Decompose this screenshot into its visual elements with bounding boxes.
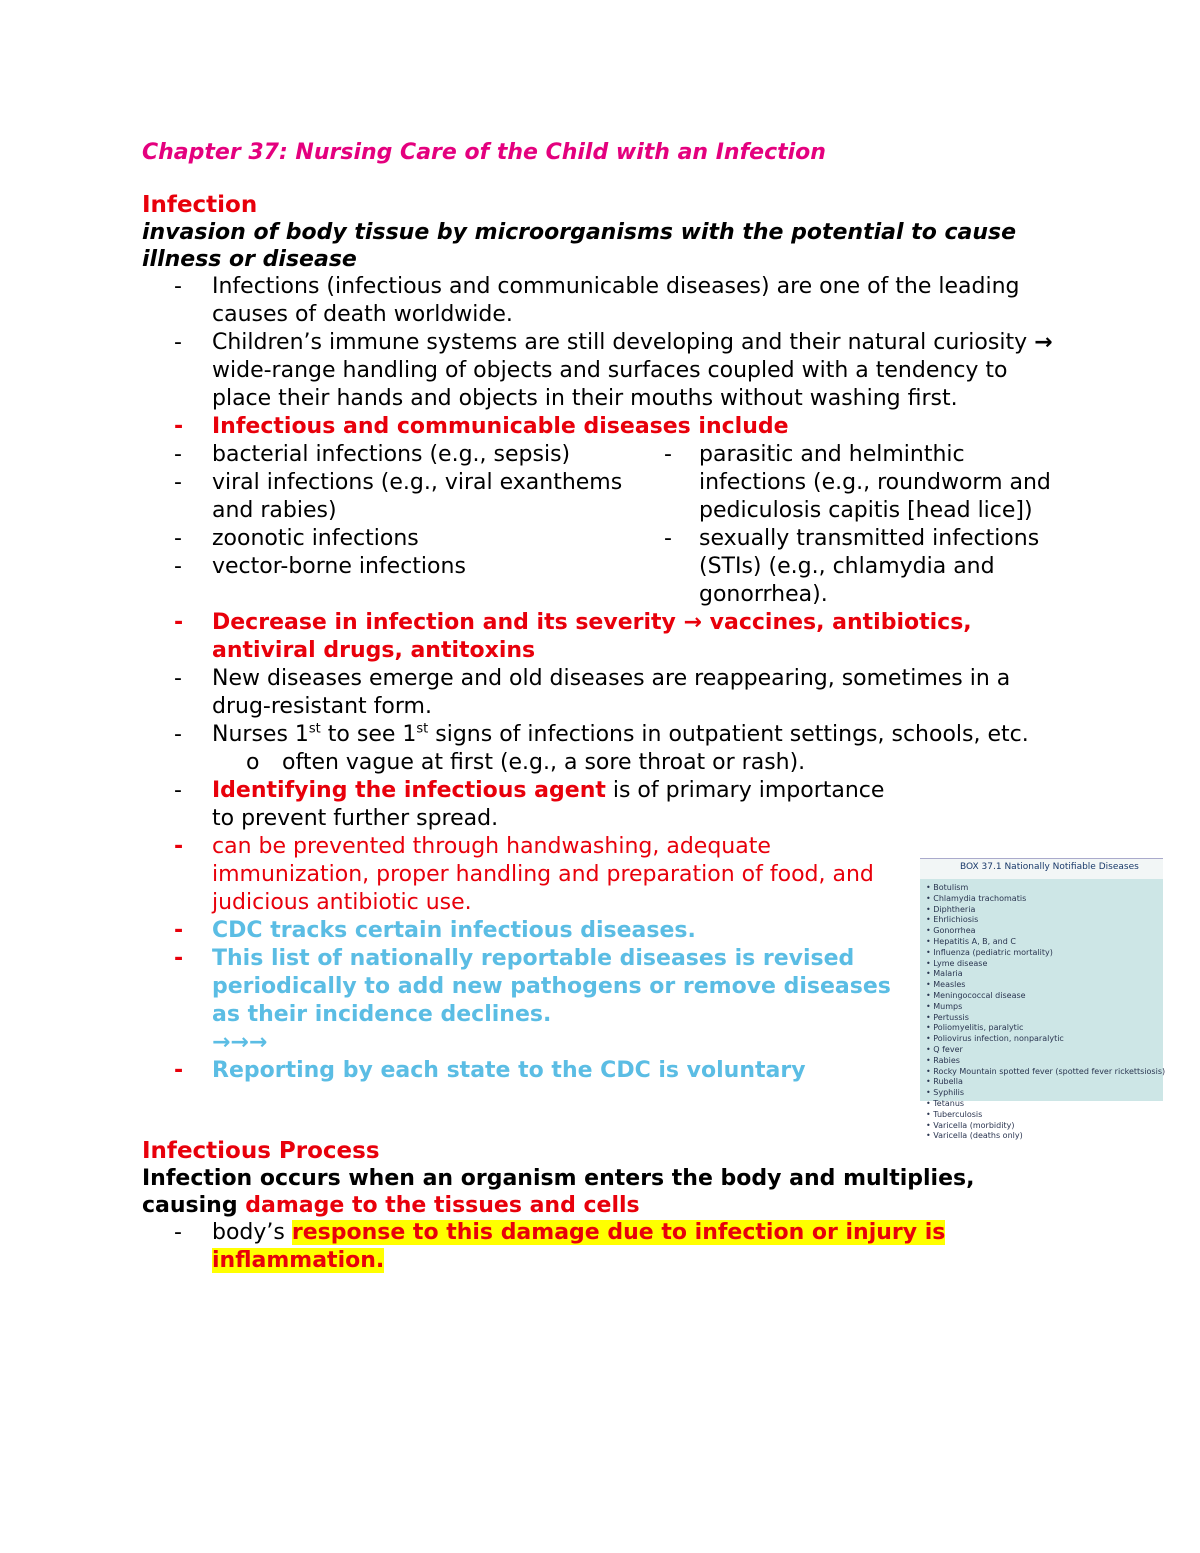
list-item: - bacterial infections (e.g., sepsis) — [142, 441, 636, 469]
disease-columns — [142, 441, 1072, 609]
box-item: • Ehrlichiosis — [926, 915, 1163, 926]
list-item: - body’s response to this damage due to infection or injury is inflammation. — [142, 1219, 1072, 1275]
list-item: - Reporting by each state to the CDC is voluntary — [142, 1057, 902, 1085]
list-item: - Infectious and communicable diseases include — [142, 413, 1072, 441]
infectious-process-section — [142, 1137, 1072, 1275]
infection-definition: invasion of body tissue by microorganisms with the potential to cause illness or disease — [142, 220, 1017, 272]
box-item: • Chlamydia trachomatis — [926, 894, 1163, 905]
box-item: • Varicella (deaths only) — [926, 1131, 1163, 1142]
box-item: • Syphilis — [926, 1088, 1163, 1099]
box-item: • Poliovirus infection, nonparalytic — [926, 1034, 1163, 1045]
list-item: - Nurses 1st to see 1st signs of infections in outpatient settings, schools, etc. — [142, 721, 1072, 749]
box-item: • Rabies — [926, 1056, 1163, 1067]
list-item: - CDC tracks certain infectious diseases. — [142, 917, 902, 945]
arrow-icon: →→→ — [212, 1030, 268, 1055]
arrow-icon: → — [683, 610, 702, 635]
list-item: - Decrease in infection and its severity → vaccines, antibiotics, antiviral drugs, antitoxins — [142, 609, 1072, 665]
box-item: • Lyme disease — [926, 959, 1163, 970]
list-item: - This list of nationally reportable diseases is revised periodically to add new pathogens or remove diseases as their incidence declines. →→→ — [142, 945, 902, 1057]
infection-heading: Infection — [142, 192, 258, 218]
list-item: - viral infections (e.g., viral exanthems and rabies) — [142, 469, 636, 525]
box-item: • Rubella — [926, 1077, 1163, 1088]
list-item: - New diseases emerge and old diseases are reappearing, sometimes in a drug-resistant form. — [142, 665, 1072, 721]
box-item: • Hepatitis A, B, and C — [926, 937, 1163, 948]
box-title: BOX 37.1 Nationally Notifiable Diseases — [920, 859, 1163, 879]
list-item: - can be prevented through handwashing, adequate immunization, proper handling and preparation of food, and judicious antibiotic use. — [142, 833, 902, 917]
box-item: • Influenza (pediatric mortality) — [926, 948, 1163, 959]
list-item: - Children’s immune systems are still developing and their natural curiosity → wide-range handling of objects and surfaces coupled with a tendency to place their hands and objects in their mouths without washing first. — [142, 329, 1072, 413]
disease-column-left — [142, 441, 636, 609]
box-item: • Diphtheria — [926, 905, 1163, 916]
chapter-title: Chapter 37: Nursing Care of the Child with an Infection — [142, 140, 826, 165]
box-item: • Botulism — [926, 883, 1163, 894]
list-item: - Identifying the infectious agent is of primary importance to prevent further spread. — [142, 777, 902, 833]
infection-bullets — [142, 273, 1072, 441]
list-item: - zoonotic infections — [142, 525, 636, 553]
disease-column-right — [636, 441, 1072, 609]
box-item: • Poliomyelitis, paralytic — [926, 1023, 1163, 1034]
arrow-icon: → — [1034, 330, 1053, 355]
box-item: • Gonorrhea — [926, 926, 1163, 937]
box-item: • Measles — [926, 980, 1163, 991]
list-item: - sexually transmitted infections (STIs) (e.g., chlamydia and gonorrhea). — [636, 525, 1072, 609]
sub-list-item: o often vague at first (e.g., a sore throat or rash). — [142, 749, 1072, 777]
box-item: • Varicella (morbidity) — [926, 1121, 1163, 1132]
list-item: - vector-borne infections — [142, 553, 636, 581]
box-item: • Meningococcal disease — [926, 991, 1163, 1002]
process-statement: Infection occurs when an organism enters the body and multiplies, causing damage to the tissues and cells — [142, 1166, 975, 1218]
box-item: • Malaria — [926, 969, 1163, 980]
box-item: • Rocky Mountain spotted fever (spotted fever rickettsiosis) — [926, 1067, 1163, 1078]
process-heading: Infectious Process — [142, 1138, 380, 1164]
box-item: • Q fever — [926, 1045, 1163, 1056]
box-item: • Mumps — [926, 1002, 1163, 1013]
notifiable-diseases-box — [920, 858, 1166, 1141]
box-item: • Tuberculosis — [926, 1110, 1163, 1121]
box-item: • Tetanus — [926, 1099, 1163, 1110]
list-item: - Infections (infectious and communicable diseases) are one of the leading causes of death worldwide. — [142, 273, 1072, 329]
box-list — [920, 883, 1166, 1142]
list-item: - parasitic and helminthic infections (e.g., roundworm and pediculosis capitis [head lice]) — [636, 441, 1072, 525]
box-item: • Pertussis — [926, 1013, 1163, 1024]
